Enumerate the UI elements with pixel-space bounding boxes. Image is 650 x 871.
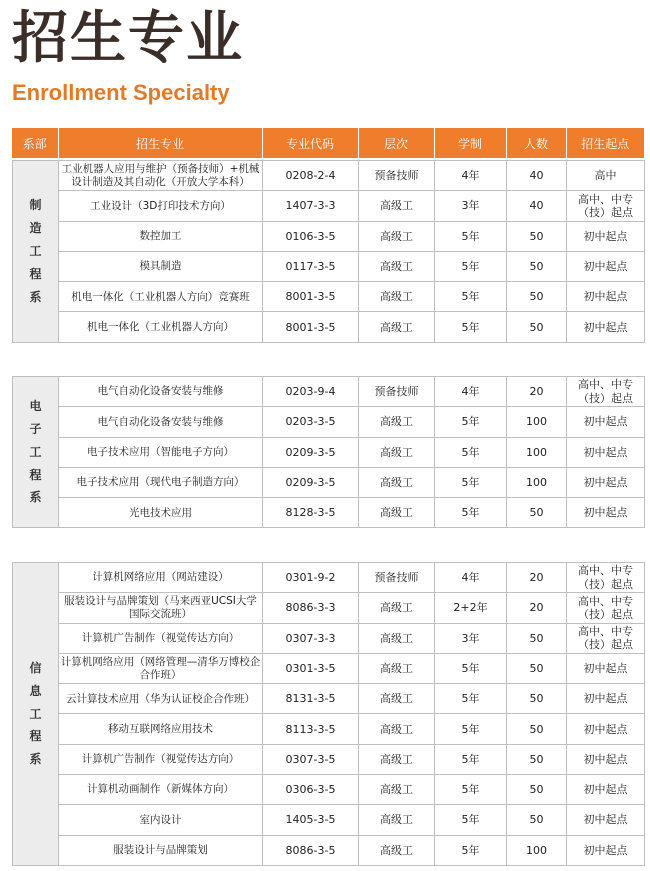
years-cell: 5年 bbox=[435, 684, 507, 714]
table-row bbox=[13, 498, 645, 528]
dept-char: 系 bbox=[29, 752, 42, 767]
level-cell: 高级工 bbox=[359, 191, 435, 221]
years-cell: 5年 bbox=[435, 312, 507, 342]
dept-char: 信 bbox=[29, 660, 42, 675]
start-cell: 高中 bbox=[567, 161, 645, 191]
header-code: 专业代码 bbox=[262, 128, 358, 158]
code-cell: 0203-9-4 bbox=[263, 377, 359, 407]
code-cell: 0117-3-5 bbox=[263, 251, 359, 281]
header-level: 层次 bbox=[358, 128, 434, 158]
table-row bbox=[13, 467, 645, 497]
dept-char: 程 bbox=[29, 467, 42, 482]
major-cell: 电子技术应用（现代电子制造方向） bbox=[59, 467, 263, 497]
header-count: 人数 bbox=[506, 128, 566, 158]
table-row bbox=[13, 684, 645, 714]
level-cell: 高级工 bbox=[359, 744, 435, 774]
years-cell: 3年 bbox=[435, 191, 507, 221]
section-table bbox=[12, 160, 645, 343]
table-row bbox=[13, 407, 645, 437]
dept-label bbox=[13, 161, 59, 343]
major-cell: 计算机网络应用（网络管理—清华万博校企合作班） bbox=[59, 653, 263, 683]
dept-char: 系 bbox=[29, 289, 42, 304]
major-cell: 计算机动画制作（新媒体方向） bbox=[59, 775, 263, 805]
dept-char: 程 bbox=[29, 729, 42, 744]
level-cell: 预备技师 bbox=[359, 563, 435, 593]
count-cell: 50 bbox=[507, 221, 567, 251]
count-cell: 50 bbox=[507, 684, 567, 714]
start-cell: 初中起点 bbox=[567, 407, 645, 437]
table-row bbox=[13, 161, 645, 191]
code-cell: 0307-3-5 bbox=[263, 744, 359, 774]
major-cell: 电子技术应用（智能电子方向） bbox=[59, 437, 263, 467]
count-cell: 50 bbox=[507, 251, 567, 281]
code-cell: 0301-3-5 bbox=[263, 653, 359, 683]
count-cell: 50 bbox=[507, 805, 567, 835]
dept-char: 电 bbox=[29, 399, 42, 414]
level-cell: 高级工 bbox=[359, 653, 435, 683]
major-cell: 光电技术应用 bbox=[59, 498, 263, 528]
major-cell: 机电一体化（工业机器人方向） bbox=[59, 312, 263, 342]
major-cell: 模具制造 bbox=[59, 251, 263, 281]
header-start: 招生起点 bbox=[566, 128, 644, 158]
start-cell: 初中起点 bbox=[567, 775, 645, 805]
start-cell: 初中起点 bbox=[567, 744, 645, 774]
level-cell: 高级工 bbox=[359, 282, 435, 312]
years-cell: 5年 bbox=[435, 407, 507, 437]
level-cell: 预备技师 bbox=[359, 161, 435, 191]
years-cell: 5年 bbox=[435, 221, 507, 251]
start-cell: 初中起点 bbox=[567, 653, 645, 683]
level-cell: 高级工 bbox=[359, 251, 435, 281]
start-cell: 初中起点 bbox=[567, 684, 645, 714]
code-cell: 8113-3-5 bbox=[263, 714, 359, 744]
code-cell: 0208-2-4 bbox=[263, 161, 359, 191]
major-cell: 移动互联网络应用技术 bbox=[59, 714, 263, 744]
header-major: 招生专业 bbox=[58, 128, 262, 158]
code-cell: 8001-3-5 bbox=[263, 312, 359, 342]
years-cell: 5年 bbox=[435, 437, 507, 467]
table-row bbox=[13, 653, 645, 683]
start-cell: 初中起点 bbox=[567, 221, 645, 251]
count-cell: 50 bbox=[507, 775, 567, 805]
count-cell: 50 bbox=[507, 282, 567, 312]
code-cell: 0307-3-3 bbox=[263, 623, 359, 653]
level-cell: 预备技师 bbox=[359, 377, 435, 407]
table-row bbox=[13, 714, 645, 744]
count-cell: 100 bbox=[507, 407, 567, 437]
major-cell: 云计算技术应用（华为认证校企合作班） bbox=[59, 684, 263, 714]
level-cell: 高级工 bbox=[359, 312, 435, 342]
code-cell: 1405-3-5 bbox=[263, 805, 359, 835]
major-cell: 室内设计 bbox=[59, 805, 263, 835]
major-cell: 电气自动化设备安装与维修 bbox=[59, 407, 263, 437]
dept-char: 造 bbox=[29, 221, 42, 236]
years-cell: 5年 bbox=[435, 467, 507, 497]
major-cell: 服装设计与品牌策划 bbox=[59, 835, 263, 865]
code-cell: 8086-3-5 bbox=[263, 835, 359, 865]
start-cell: 初中起点 bbox=[567, 805, 645, 835]
table-row bbox=[13, 282, 645, 312]
start-cell: 高中、中专（技）起点 bbox=[567, 623, 645, 653]
table-row bbox=[13, 593, 645, 623]
table-row bbox=[13, 312, 645, 342]
table-row bbox=[13, 563, 645, 593]
dept-char: 工 bbox=[29, 243, 42, 258]
code-cell: 8128-3-5 bbox=[263, 498, 359, 528]
header-row bbox=[12, 128, 644, 158]
count-cell: 100 bbox=[507, 437, 567, 467]
code-cell: 0203-3-5 bbox=[263, 407, 359, 437]
level-cell: 高级工 bbox=[359, 437, 435, 467]
major-cell: 机电一体化（工业机器人方向）竞赛班 bbox=[59, 282, 263, 312]
code-cell: 8001-3-5 bbox=[263, 282, 359, 312]
level-cell: 高级工 bbox=[359, 714, 435, 744]
level-cell: 高级工 bbox=[359, 407, 435, 437]
section-table bbox=[12, 562, 645, 866]
major-cell: 计算机网络应用（网站建设） bbox=[59, 563, 263, 593]
page-subtitle: Enrollment Specialty bbox=[12, 80, 230, 105]
dept-char: 息 bbox=[29, 683, 42, 698]
table-row bbox=[13, 623, 645, 653]
start-cell: 初中起点 bbox=[567, 714, 645, 744]
table-row bbox=[13, 835, 645, 865]
count-cell: 40 bbox=[507, 191, 567, 221]
years-cell: 5年 bbox=[435, 835, 507, 865]
count-cell: 20 bbox=[507, 377, 567, 407]
start-cell: 高中、中专（技）起点 bbox=[567, 593, 645, 623]
years-cell: 5年 bbox=[435, 744, 507, 774]
code-cell: 0301-9-2 bbox=[263, 563, 359, 593]
years-cell: 5年 bbox=[435, 775, 507, 805]
years-cell: 2+2年 bbox=[435, 593, 507, 623]
count-cell: 50 bbox=[507, 623, 567, 653]
major-cell: 电气自动化设备安装与维修 bbox=[59, 377, 263, 407]
count-cell: 50 bbox=[507, 312, 567, 342]
table-row bbox=[13, 377, 645, 407]
count-cell: 50 bbox=[507, 498, 567, 528]
level-cell: 高级工 bbox=[359, 623, 435, 653]
section-table bbox=[12, 376, 645, 528]
dept-char: 程 bbox=[29, 266, 42, 281]
start-cell: 高中、中专（技）起点 bbox=[567, 191, 645, 221]
count-cell: 40 bbox=[507, 161, 567, 191]
years-cell: 4年 bbox=[435, 563, 507, 593]
table-row bbox=[13, 437, 645, 467]
count-cell: 50 bbox=[507, 653, 567, 683]
count-cell: 50 bbox=[507, 744, 567, 774]
code-cell: 0106-3-5 bbox=[263, 221, 359, 251]
header-years: 学制 bbox=[434, 128, 506, 158]
code-cell: 1407-3-3 bbox=[263, 191, 359, 221]
start-cell: 初中起点 bbox=[567, 282, 645, 312]
years-cell: 5年 bbox=[435, 714, 507, 744]
level-cell: 高级工 bbox=[359, 467, 435, 497]
header-dept: 系部 bbox=[12, 128, 58, 158]
years-cell: 4年 bbox=[435, 377, 507, 407]
start-cell: 初中起点 bbox=[567, 467, 645, 497]
start-cell: 初中起点 bbox=[567, 498, 645, 528]
start-cell: 初中起点 bbox=[567, 312, 645, 342]
years-cell: 5年 bbox=[435, 251, 507, 281]
major-cell: 服装设计与品牌策划（马来西亚UCSI大学国际交流班） bbox=[59, 593, 263, 623]
table-row bbox=[13, 221, 645, 251]
years-cell: 5年 bbox=[435, 805, 507, 835]
level-cell: 高级工 bbox=[359, 835, 435, 865]
table-row bbox=[13, 191, 645, 221]
table-row bbox=[13, 251, 645, 281]
dept-char: 工 bbox=[29, 444, 42, 459]
years-cell: 5年 bbox=[435, 498, 507, 528]
code-cell: 0209-3-5 bbox=[263, 437, 359, 467]
code-cell: 8131-3-5 bbox=[263, 684, 359, 714]
start-cell: 高中、中专（技）起点 bbox=[567, 563, 645, 593]
years-cell: 5年 bbox=[435, 653, 507, 683]
count-cell: 100 bbox=[507, 467, 567, 497]
level-cell: 高级工 bbox=[359, 684, 435, 714]
level-cell: 高级工 bbox=[359, 775, 435, 805]
dept-char: 系 bbox=[29, 490, 42, 505]
start-cell: 初中起点 bbox=[567, 437, 645, 467]
start-cell: 高中、中专（技）起点 bbox=[567, 377, 645, 407]
major-cell: 数控加工 bbox=[59, 221, 263, 251]
level-cell: 高级工 bbox=[359, 221, 435, 251]
table-row bbox=[13, 805, 645, 835]
code-cell: 0306-3-5 bbox=[263, 775, 359, 805]
count-cell: 100 bbox=[507, 835, 567, 865]
table-row bbox=[13, 744, 645, 774]
level-cell: 高级工 bbox=[359, 805, 435, 835]
dept-char: 子 bbox=[29, 422, 42, 437]
years-cell: 5年 bbox=[435, 282, 507, 312]
code-cell: 0209-3-5 bbox=[263, 467, 359, 497]
dept-char: 制 bbox=[29, 198, 42, 213]
dept-label bbox=[13, 377, 59, 528]
count-cell: 20 bbox=[507, 563, 567, 593]
table-header bbox=[12, 128, 644, 158]
count-cell: 50 bbox=[507, 714, 567, 744]
start-cell: 初中起点 bbox=[567, 251, 645, 281]
dept-label bbox=[13, 563, 59, 866]
page-title: 招生专业 bbox=[12, 5, 244, 71]
major-cell: 工业机器人应用与维护（预备技师）+机械设计制造及其自动化（开放大学本科） bbox=[59, 161, 263, 191]
table-row bbox=[13, 775, 645, 805]
code-cell: 8086-3-3 bbox=[263, 593, 359, 623]
level-cell: 高级工 bbox=[359, 498, 435, 528]
major-cell: 计算机广告制作（视觉传达方向） bbox=[59, 744, 263, 774]
major-cell: 计算机广告制作（视觉传达方向） bbox=[59, 623, 263, 653]
count-cell: 20 bbox=[507, 593, 567, 623]
level-cell: 高级工 bbox=[359, 593, 435, 623]
dept-char: 工 bbox=[29, 706, 42, 721]
years-cell: 3年 bbox=[435, 623, 507, 653]
years-cell: 4年 bbox=[435, 161, 507, 191]
start-cell: 初中起点 bbox=[567, 835, 645, 865]
major-cell: 工业设计（3D打印技术方向） bbox=[59, 191, 263, 221]
